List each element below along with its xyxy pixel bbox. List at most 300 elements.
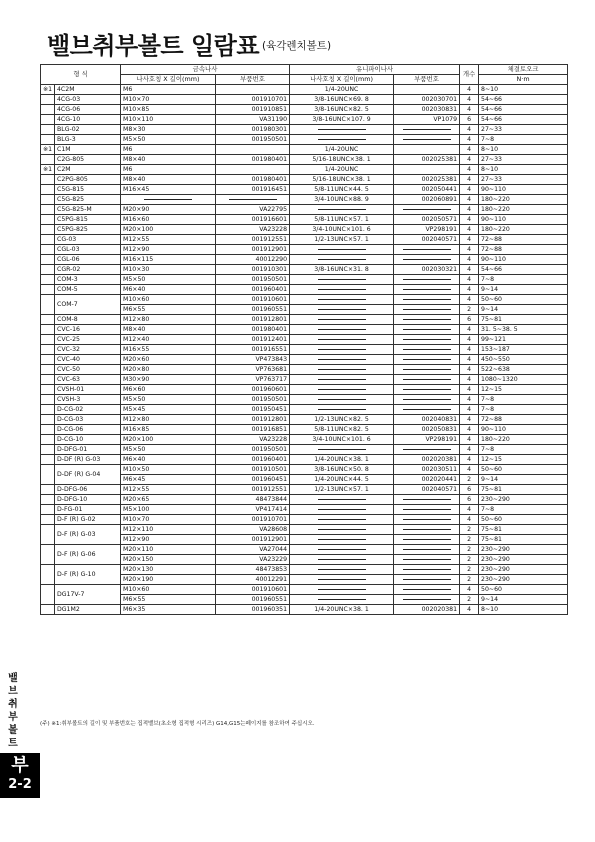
unified-thread: 5/16-18UNC×38. 1 <box>290 155 394 165</box>
note-mark <box>41 365 55 375</box>
unified-part-no: 002020441 <box>394 475 460 485</box>
table-row <box>41 195 568 205</box>
header-model: 형 식 <box>41 65 121 85</box>
torque-value: 9~14 <box>479 475 568 485</box>
unified-thread: 3/8-16UNC×107. 9 <box>290 115 394 125</box>
torque-value: 54~66 <box>479 265 568 275</box>
qty: 4 <box>460 125 479 135</box>
metal-part-no: 001960351 <box>216 605 290 615</box>
unified-thread: 1/2-13UNC×82. 5 <box>290 415 394 425</box>
metal-thread: M6×55 <box>121 595 216 605</box>
model-name: 4CG-03 <box>55 95 121 105</box>
metal-thread: M6×35 <box>121 605 216 615</box>
qty: 2 <box>460 555 479 565</box>
table-row <box>41 515 568 525</box>
torque-value: 50~60 <box>479 515 568 525</box>
metal-thread: M10×30 <box>121 265 216 275</box>
note-mark <box>41 175 55 185</box>
table-row <box>41 275 568 285</box>
metal-part-no: 001910301 <box>216 265 290 275</box>
qty: 4 <box>460 335 479 345</box>
side-section-label <box>6 672 20 750</box>
dash-line <box>318 359 366 360</box>
dash-line <box>403 309 451 310</box>
dash-line <box>403 389 451 390</box>
table-row <box>41 325 568 335</box>
model-name: COM-7 <box>55 295 121 315</box>
torque-value: 50~60 <box>479 295 568 305</box>
metal-part-no: VP763717 <box>216 375 290 385</box>
model-name: D-F (R) G-10 <box>55 565 121 585</box>
torque-value: 50~60 <box>479 465 568 475</box>
torque-value: 72~88 <box>479 415 568 425</box>
metal-thread: M12×55 <box>121 485 216 495</box>
unified-thread <box>290 285 394 295</box>
metal-thread: M5×50 <box>121 445 216 455</box>
torque-value: 90~110 <box>479 425 568 435</box>
header-metal-part: 부품번호 <box>216 75 290 85</box>
table-subheader-row <box>41 75 568 85</box>
note-mark <box>41 385 55 395</box>
dash-line <box>318 509 366 510</box>
qty: 6 <box>460 315 479 325</box>
metal-part-no: VA31190 <box>216 115 290 125</box>
unified-part-no <box>394 395 460 405</box>
torque-value: 230~290 <box>479 575 568 585</box>
unified-thread <box>290 555 394 565</box>
dash-line <box>403 129 451 130</box>
dash-line <box>403 579 451 580</box>
metal-thread: M8×30 <box>121 125 216 135</box>
model-name: COM-8 <box>55 315 121 325</box>
metal-thread: M10×60 <box>121 295 216 305</box>
model-name: D-CG-02 <box>55 405 121 415</box>
model-name: 4CG-10 <box>55 115 121 125</box>
torque-value: 72~88 <box>479 245 568 255</box>
qty: 2 <box>460 535 479 545</box>
note-mark <box>41 265 55 275</box>
table-row <box>41 415 568 425</box>
torque-value: 230~290 <box>479 565 568 575</box>
dash-line <box>318 319 366 320</box>
table-row <box>41 255 568 265</box>
metal-thread: M12×90 <box>121 535 216 545</box>
table-row <box>41 375 568 385</box>
metal-part-no: 001912901 <box>216 535 290 545</box>
qty: 2 <box>460 565 479 575</box>
dash-line <box>318 589 366 590</box>
torque-value: 12~15 <box>479 455 568 465</box>
table-row <box>41 145 568 155</box>
dash-line <box>318 289 366 290</box>
torque-value: 180~220 <box>479 435 568 445</box>
metal-part-no <box>216 195 290 205</box>
model-name: C2G-805 <box>55 155 121 165</box>
torque-value: 1080~1320 <box>479 375 568 385</box>
table-row <box>41 245 568 255</box>
unified-thread <box>290 595 394 605</box>
unified-thread <box>290 565 394 575</box>
qty: 4 <box>460 515 479 525</box>
dash-line <box>318 599 366 600</box>
model-name: CGL-06 <box>55 255 121 265</box>
unified-part-no <box>394 325 460 335</box>
side-page-block <box>0 753 40 798</box>
torque-value: 75~81 <box>479 485 568 495</box>
model-name: 4CG-06 <box>55 105 121 115</box>
unified-part-no: VP1079 <box>394 115 460 125</box>
metal-part-no: 001980401 <box>216 155 290 165</box>
qty: 4 <box>460 415 479 425</box>
table-row <box>41 605 568 615</box>
table-row <box>41 295 568 305</box>
qty: 4 <box>460 345 479 355</box>
dash-line <box>403 279 451 280</box>
unified-thread: 1/4-20UNC <box>290 85 394 95</box>
unified-thread <box>290 255 394 265</box>
torque-value: 7~8 <box>479 505 568 515</box>
metal-part-no: 001910701 <box>216 95 290 105</box>
model-name: C2M <box>55 165 121 175</box>
dash-line <box>403 449 451 450</box>
metal-thread: M30×90 <box>121 375 216 385</box>
metal-thread: M20×130 <box>121 565 216 575</box>
unified-part-no <box>394 535 460 545</box>
dash-line <box>318 389 366 390</box>
table-row <box>41 85 568 95</box>
table-row <box>41 265 568 275</box>
torque-value: 230~290 <box>479 495 568 505</box>
metal-thread: M5×50 <box>121 135 216 145</box>
table-row <box>41 585 568 595</box>
unified-thread <box>290 385 394 395</box>
metal-thread: M6×40 <box>121 285 216 295</box>
unified-part-no <box>394 85 460 95</box>
dash-line <box>403 349 451 350</box>
metal-part-no: 001950501 <box>216 275 290 285</box>
qty: 2 <box>460 305 479 315</box>
dash-line <box>403 379 451 380</box>
dash-line <box>403 299 451 300</box>
qty: 4 <box>460 605 479 615</box>
unified-thread <box>290 395 394 405</box>
table-row <box>41 555 568 565</box>
dash-line <box>403 529 451 530</box>
table-row <box>41 565 568 575</box>
unified-part-no: 002030321 <box>394 265 460 275</box>
dash-line <box>403 209 451 210</box>
metal-part-no: VA27044 <box>216 545 290 555</box>
unified-thread <box>290 515 394 525</box>
dash-line <box>403 569 451 570</box>
dash-line <box>403 259 451 260</box>
dash-line <box>403 339 451 340</box>
unified-thread: 3/4-10UNC×101. 6 <box>290 435 394 445</box>
unified-thread: 1/2-13UNC×57. 1 <box>290 485 394 495</box>
torque-value: 27~33 <box>479 175 568 185</box>
unified-part-no: VP298191 <box>394 225 460 235</box>
unified-part-no: 002050571 <box>394 215 460 225</box>
metal-part-no: 001950501 <box>216 395 290 405</box>
model-name: CVC-50 <box>55 365 121 375</box>
dash-line <box>403 539 451 540</box>
table-row <box>41 355 568 365</box>
metal-thread: M20×100 <box>121 435 216 445</box>
qty: 4 <box>460 395 479 405</box>
table-row <box>41 435 568 445</box>
metal-thread: M12×80 <box>121 315 216 325</box>
metal-part-no: VA23228 <box>216 225 290 235</box>
unified-thread <box>290 295 394 305</box>
unified-part-no <box>394 515 460 525</box>
note-mark <box>41 185 55 195</box>
model-name: CVC-16 <box>55 325 121 335</box>
dash-line <box>318 209 366 210</box>
torque-value: 8~10 <box>479 85 568 95</box>
torque-value: 27~33 <box>479 155 568 165</box>
note-mark <box>41 425 55 435</box>
metal-part-no: 001910851 <box>216 105 290 115</box>
unified-part-no: 002030831 <box>394 105 460 115</box>
model-name: BLG-02 <box>55 125 121 135</box>
dash-line <box>318 579 366 580</box>
metal-part-no: 001910601 <box>216 295 290 305</box>
metal-part-no: 001950501 <box>216 135 290 145</box>
metal-part-no: 48473853 <box>216 565 290 575</box>
metal-thread: M16×45 <box>121 185 216 195</box>
torque-value: 180~220 <box>479 205 568 215</box>
torque-value: 230~290 <box>479 555 568 565</box>
metal-thread <box>121 195 216 205</box>
unified-part-no <box>394 365 460 375</box>
dash-line <box>403 599 451 600</box>
unified-thread <box>290 315 394 325</box>
model-name: D-FG-01 <box>55 505 121 515</box>
note-mark <box>41 545 55 565</box>
torque-value: 153~187 <box>479 345 568 355</box>
metal-part-no: 001910501 <box>216 465 290 475</box>
torque-value: 90~110 <box>479 185 568 195</box>
torque-value: 75~81 <box>479 315 568 325</box>
metal-thread: M20×65 <box>121 495 216 505</box>
unified-part-no <box>394 375 460 385</box>
model-name: CVSH-3 <box>55 395 121 405</box>
note-mark <box>41 285 55 295</box>
unified-thread: 5/8-11UNC×57. 1 <box>290 215 394 225</box>
unified-thread <box>290 325 394 335</box>
dash-line <box>403 409 451 410</box>
unified-part-no: 002020381 <box>394 605 460 615</box>
metal-thread: M20×90 <box>121 205 216 215</box>
metal-part-no <box>216 165 290 175</box>
unified-thread <box>290 575 394 585</box>
qty: 4 <box>460 295 479 305</box>
model-name: CGR-02 <box>55 265 121 275</box>
model-name: DG17V-7 <box>55 585 121 605</box>
dash-line <box>403 249 451 250</box>
qty: 4 <box>460 135 479 145</box>
qty: 4 <box>460 275 479 285</box>
torque-value: 90~110 <box>479 255 568 265</box>
qty: 4 <box>460 235 479 245</box>
torque-value: 8~10 <box>479 605 568 615</box>
model-name: D-CG-10 <box>55 435 121 445</box>
metal-thread: M5×50 <box>121 275 216 285</box>
model-name: D-DFG-01 <box>55 445 121 455</box>
model-name: D-F (R) G-03 <box>55 525 121 545</box>
unified-thread <box>290 495 394 505</box>
metal-thread: M12×55 <box>121 235 216 245</box>
metal-part-no: 001910701 <box>216 515 290 525</box>
dash-line <box>318 349 366 350</box>
note-mark <box>41 435 55 445</box>
note-mark <box>41 395 55 405</box>
table-row <box>41 535 568 545</box>
side-label-char: 트 <box>8 738 18 749</box>
table-row <box>41 575 568 585</box>
unified-part-no <box>394 575 460 585</box>
metal-thread: M12×80 <box>121 415 216 425</box>
metal-part-no: 40012290 <box>216 255 290 265</box>
dash-line <box>403 359 451 360</box>
note-mark <box>41 295 55 315</box>
torque-value: 31. 5~38. 5 <box>479 325 568 335</box>
model-name: CVSH-01 <box>55 385 121 395</box>
model-name: CVC-32 <box>55 345 121 355</box>
unified-part-no <box>394 255 460 265</box>
unified-part-no <box>394 315 460 325</box>
qty: 4 <box>460 465 479 475</box>
torque-value: 75~81 <box>479 525 568 535</box>
metal-thread: M10×70 <box>121 95 216 105</box>
unified-part-no: 002050831 <box>394 425 460 435</box>
torque-value: 7~8 <box>479 405 568 415</box>
table-row <box>41 445 568 455</box>
metal-part-no <box>216 145 290 155</box>
unified-part-no <box>394 385 460 395</box>
metal-thread: M6 <box>121 85 216 95</box>
note-mark <box>41 225 55 235</box>
metal-part-no: 001912401 <box>216 335 290 345</box>
metal-part-no: 001916601 <box>216 215 290 225</box>
qty: 4 <box>460 385 479 395</box>
metal-part-no: 001950501 <box>216 445 290 455</box>
unified-thread <box>290 545 394 555</box>
table-row <box>41 165 568 175</box>
qty: 2 <box>460 595 479 605</box>
metal-part-no: 001916551 <box>216 345 290 355</box>
table-row <box>41 425 568 435</box>
dash-line <box>318 329 366 330</box>
dash-line <box>403 499 451 500</box>
qty: 4 <box>460 105 479 115</box>
metal-part-no: 001960601 <box>216 385 290 395</box>
dash-line <box>403 139 451 140</box>
model-name: D-DFG-06 <box>55 485 121 495</box>
table-header-row <box>41 65 568 75</box>
unified-part-no: 002030701 <box>394 95 460 105</box>
unified-part-no <box>394 585 460 595</box>
note-mark <box>41 135 55 145</box>
torque-value: 230~290 <box>479 545 568 555</box>
qty: 4 <box>460 155 479 165</box>
unified-part-no: 002030511 <box>394 465 460 475</box>
metal-thread: M8×40 <box>121 155 216 165</box>
metal-thread: M6×55 <box>121 305 216 315</box>
note-mark <box>41 495 55 505</box>
unified-part-no <box>394 565 460 575</box>
metal-thread: M20×80 <box>121 365 216 375</box>
metal-part-no: 001912551 <box>216 235 290 245</box>
metal-part-no: 001960551 <box>216 305 290 315</box>
note-mark <box>41 335 55 345</box>
header-metal-thread: 나사호칭 X 길이(mm) <box>121 75 216 85</box>
metal-thread: M6×40 <box>121 455 216 465</box>
unified-thread <box>290 445 394 455</box>
note-mark <box>41 585 55 605</box>
qty: 4 <box>460 405 479 415</box>
metal-part-no: 001912801 <box>216 415 290 425</box>
unified-thread <box>290 375 394 385</box>
metal-part-no: VA28608 <box>216 525 290 535</box>
metal-thread: M20×190 <box>121 575 216 585</box>
unified-thread <box>290 125 394 135</box>
dash-line <box>318 519 366 520</box>
footnote: (주) ※1:취부볼트의 길이 및 부품번호는 집적밸브(초소형 집적형 시리즈) G14,G15는페이지를 참조하여 주십시오. <box>40 721 315 727</box>
torque-value: 54~66 <box>479 115 568 125</box>
note-mark <box>41 465 55 485</box>
metal-thread: M6×45 <box>121 475 216 485</box>
model-name: C5PG-815 <box>55 215 121 225</box>
dash-line <box>318 309 366 310</box>
table-row <box>41 105 568 115</box>
qty: 4 <box>460 585 479 595</box>
unified-part-no: 002025381 <box>394 155 460 165</box>
qty: 4 <box>460 195 479 205</box>
unified-part-no <box>394 355 460 365</box>
dash-line <box>318 529 366 530</box>
metal-part-no: 001910601 <box>216 585 290 595</box>
qty: 2 <box>460 475 479 485</box>
dash-line <box>318 409 366 410</box>
table-row <box>41 155 568 165</box>
model-name: CVC-40 <box>55 355 121 365</box>
metal-part-no: 001980401 <box>216 325 290 335</box>
metal-thread: M12×40 <box>121 335 216 345</box>
qty: 4 <box>460 285 479 295</box>
metal-part-no: 001916451 <box>216 185 290 195</box>
note-mark <box>41 195 55 205</box>
table-row <box>41 215 568 225</box>
metal-part-no: VA23228 <box>216 435 290 445</box>
torque-value: 27~33 <box>479 125 568 135</box>
torque-value: 9~14 <box>479 285 568 295</box>
metal-part-no: 001916851 <box>216 425 290 435</box>
note-mark <box>41 345 55 355</box>
note-mark: ※1 <box>41 145 55 155</box>
unified-part-no <box>394 275 460 285</box>
side-block-top: 부 <box>11 755 29 776</box>
table-row <box>41 595 568 605</box>
table-row <box>41 95 568 105</box>
qty: 4 <box>460 215 479 225</box>
table-row <box>41 345 568 355</box>
metal-thread: M5×45 <box>121 405 216 415</box>
model-name: CVC-63 <box>55 375 121 385</box>
note-mark: ※1 <box>41 165 55 175</box>
note-mark <box>41 515 55 525</box>
model-name: C1M <box>55 145 121 155</box>
